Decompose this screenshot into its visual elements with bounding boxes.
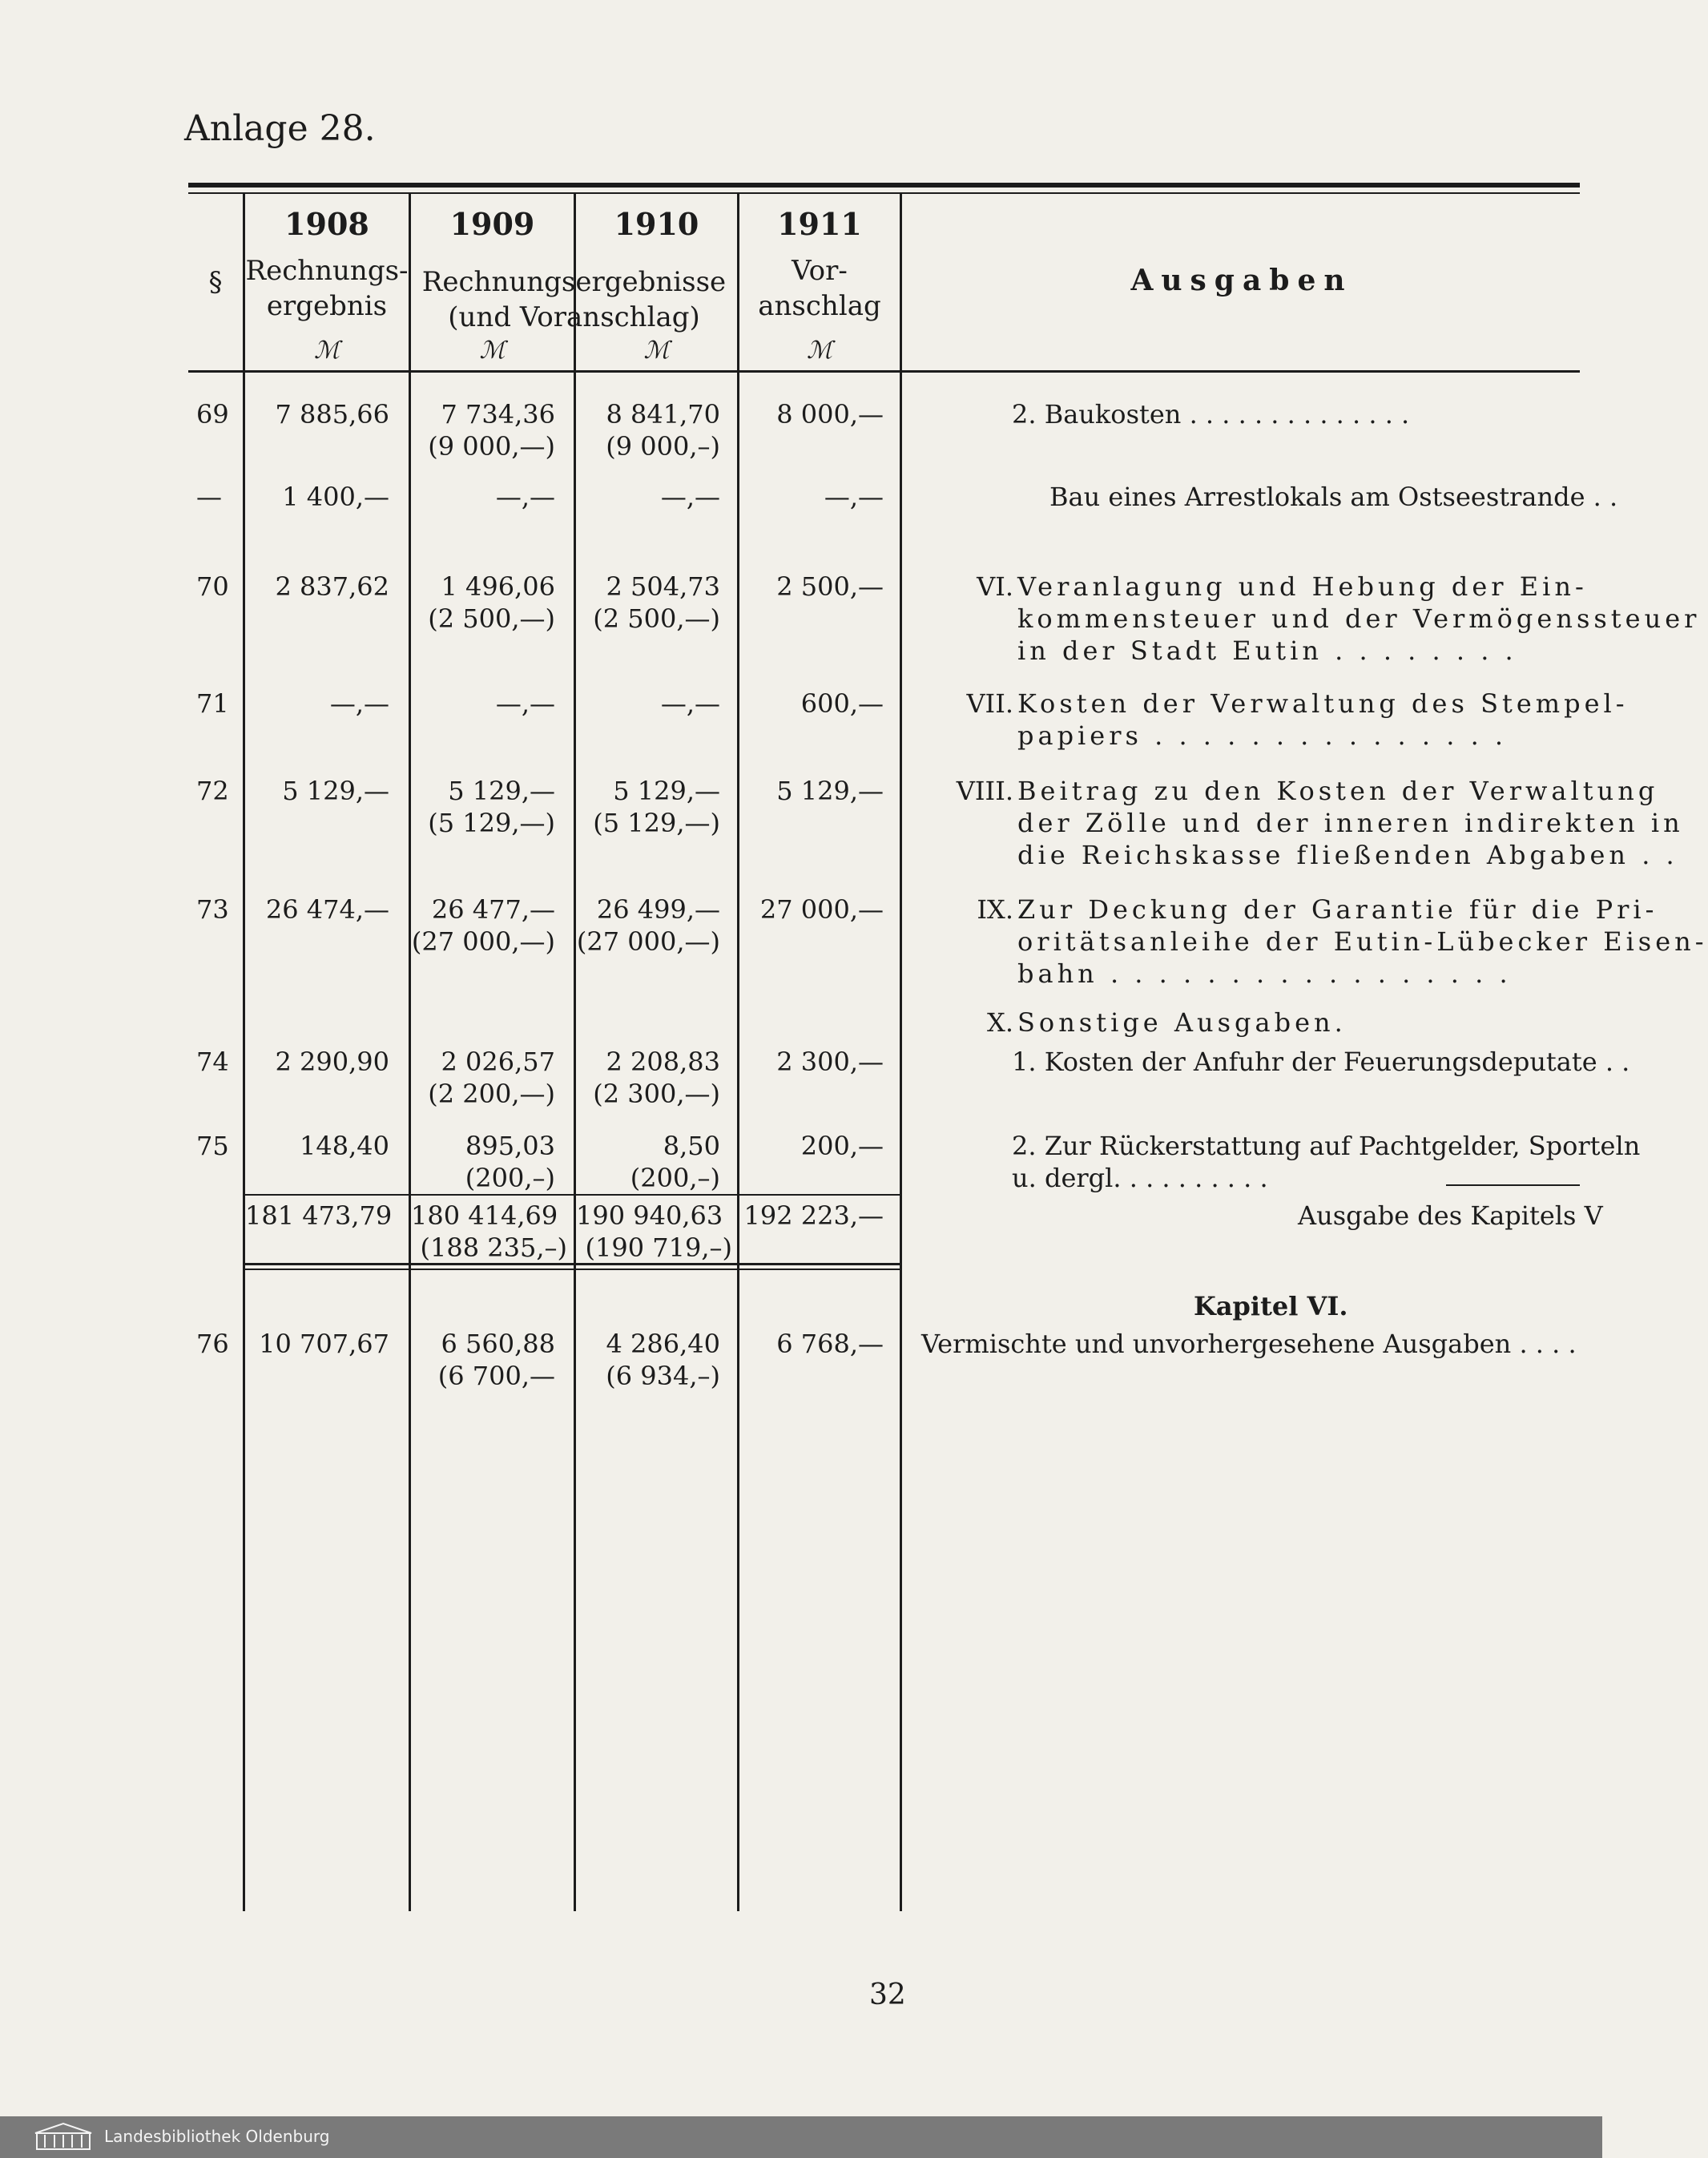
row-76-1909: 6 560,88 [441,1329,555,1359]
top-rule-thin [188,192,1580,194]
header-1911-line2: anschlag [758,290,881,322]
row-70-par: 70 [196,571,229,602]
row-71-desc-l1: Kosten der Verwaltung des Stempel- [1017,688,1629,719]
row-74-1910: 2 208,83 [606,1047,720,1077]
row-75-par: 75 [196,1131,229,1161]
row-71-1908: —,— [329,688,389,719]
row-74-1908: 2 290,90 [275,1047,389,1077]
header-1911 [739,207,900,324]
row-arrest-1908: 1 400,— [282,482,389,512]
total-1911: 192 223,— [743,1200,884,1231]
header-1911-line1: Vor- [792,255,848,287]
row-arrest-desc: Bau eines Arrestlokals am Ostseestrande . . [1049,482,1618,512]
header-1909-1910-label [411,264,737,335]
row-73-1910: 26 499,— [596,894,720,925]
total-rule [245,1263,900,1265]
row-73-desc-l1: Zur Deckung der Garantie für die Pri- [1017,894,1658,925]
row-69-1910: 8 841,70 [606,399,720,430]
row-73-roman: IX. [977,894,1013,925]
section-x-roman: X. [987,1007,1013,1038]
year-1909: 1909 [449,206,535,242]
total-rule-thin [245,1269,900,1270]
row-75-desc-l2: u. dergl. . . . . . . . . . [1012,1163,1268,1193]
row-72-desc-l3: die Reichskasse fließenden Abgaben . . [1017,840,1678,870]
row-73-1908: 26 474,— [265,894,389,925]
header-1909 [411,207,574,242]
row-76-1911: 6 768,— [776,1329,884,1359]
row-73-desc-l3: bahn . . . . . . . . . . . . . . . . . [1017,958,1512,989]
header-0910-line2: (und Voranschlag) [448,301,700,333]
row-73-par: 73 [196,894,229,925]
row-arrest-1910: —,— [660,482,720,512]
row-74-1910-estimate: (2 300,—) [593,1079,720,1109]
column-line [900,192,902,1911]
header-0910-line1: Rechnungsergebnisse [421,266,727,298]
sum-rule [739,1194,900,1196]
row-70-desc-l2: kommensteuer und der Vermögenssteuer [1017,603,1701,634]
row-76-par: 76 [196,1329,229,1359]
section-x-title: Sonstige Ausgaben. [1017,1007,1347,1038]
row-76-desc: Vermischte und unvorhergesehene Ausgaben . . . . [921,1329,1577,1359]
row-71-roman: VII. [966,688,1013,719]
row-72-1908: 5 129,— [282,776,389,806]
row-75-1909: 895,03 [465,1131,555,1161]
row-72-roman: VIII. [956,776,1013,806]
header-paragraph: § [208,266,223,298]
header-1908-line1: Rechnungs- [245,255,409,287]
year-1911: 1911 [777,206,862,242]
row-73-1909-estimate: (27 000,—) [411,926,555,957]
row-73-1910-estimate: (27 000,—) [576,926,720,957]
sum-rule [245,1194,409,1196]
row-70-roman: VI. [977,571,1013,602]
row-70-desc-l1: Veranlagung und Hebung der Ein- [1017,571,1588,602]
total-1909: 180 414,69 [411,1200,558,1231]
row-76-1910: 4 286,40 [606,1329,720,1359]
row-72-desc-l2: der Zölle und der inneren indirekten in [1017,808,1684,838]
row-75-1909-estimate: (200,–) [465,1163,555,1193]
header-rule [188,370,1580,373]
row-76-1908: 10 707,67 [259,1329,389,1359]
row-75-desc-l1: 2. Zur Rückerstattung auf Pachtgelder, Sporteln [1012,1131,1641,1161]
row-69-par: 69 [196,399,229,430]
total-1910-estimate: (190 719,–) [585,1232,732,1263]
header-1908 [245,207,409,324]
header-ausgaben: Ausgaben [1130,264,1353,297]
unit-mark: ℳ [313,337,340,365]
row-74-1909: 2 026,57 [441,1047,555,1077]
row-arrest-1909: —,— [495,482,555,512]
year-1908: 1908 [284,206,369,242]
row-70-1909-estimate: (2 500,—) [428,603,555,634]
total-1909-estimate: (188 235,–) [420,1232,567,1263]
row-71-desc-l2: papiers . . . . . . . . . . . . . . . [1017,720,1508,751]
total-desc: Ausgabe des Kapitels V [1298,1200,1603,1231]
row-69-1911: 8 000,— [776,399,884,430]
row-70-desc-l3: in der Stadt Eutin . . . . . . . . [1017,635,1517,666]
sum-rule [411,1194,574,1196]
row-69-1909-estimate: (9 000,—) [428,431,555,462]
row-71-1910: —,— [660,688,720,719]
row-74-par: 74 [196,1047,229,1077]
row-72-1911: 5 129,— [776,776,884,806]
row-72-desc-l1: Beitrag zu den Kosten der Verwaltung [1017,776,1659,806]
row-70-1911: 2 500,— [776,571,884,602]
unit-mark: ℳ [806,337,833,365]
row-74-desc: 1. Kosten der Anfuhr der Feuerungsdeputate . . [1012,1047,1630,1077]
page-number: 32 [869,1979,906,2011]
header-1908-line2: ergebnis [266,290,388,322]
row-71-1911: 600,— [800,688,884,719]
chapter-vi-heading: Kapitel VI. [1194,1291,1348,1321]
row-75-1911: 200,— [800,1131,884,1161]
row-70-1908: 2 837,62 [275,571,389,602]
row-69-desc: 2. Baukosten . . . . . . . . . . . . . . [1012,399,1410,430]
row-69-1908: 7 885,66 [275,399,389,430]
row-71-1909: —,— [495,688,555,719]
unit-mark: ℳ [643,337,670,365]
header-1910 [576,207,737,242]
row-73-1911: 27 000,— [759,894,884,925]
unit-mark: ℳ [479,337,506,365]
library-building-icon [32,2122,95,2152]
top-rule [188,183,1580,188]
row-71-par: 71 [196,688,229,719]
row-72-par: 72 [196,776,229,806]
year-1910: 1910 [614,206,699,242]
row-70-1910: 2 504,73 [606,571,720,602]
row-75-1908: 148,40 [300,1131,389,1161]
row-73-1909: 26 477,— [431,894,555,925]
row-70-1909: 1 496,06 [441,571,555,602]
row-69-1910-estimate: (9 000,–) [606,431,720,462]
row-76-1909-estimate: (6 700,— [437,1361,555,1391]
row-75-1910-estimate: (200,–) [630,1163,720,1193]
footer-label: Landesbibliothek Oldenburg [104,2127,330,2146]
row-arrest-par: — [196,482,222,512]
row-72-1909-estimate: (5 129,—) [428,808,555,838]
page-heading: Anlage 28. [184,108,376,149]
sum-rule [576,1194,737,1196]
row-72-1909: 5 129,— [448,776,555,806]
total-1910: 190 940,63 [576,1200,723,1231]
row-arrest-1911: —,— [824,482,884,512]
row-69-1909: 7 734,36 [441,399,555,430]
row-74-1909-estimate: (2 200,—) [428,1079,555,1109]
row-74-1911: 2 300,— [776,1047,884,1077]
sum-rule [1446,1184,1580,1186]
row-72-1910-estimate: (5 129,—) [593,808,720,838]
row-76-1910-estimate: (6 934,–) [606,1361,720,1391]
row-70-1910-estimate: (2 500,—) [593,603,720,634]
total-1908: 181 473,79 [245,1200,393,1231]
row-72-1910: 5 129,— [613,776,720,806]
row-75-1910: 8,50 [663,1131,720,1161]
row-73-desc-l2: oritätsanleihe der Eutin-Lübecker Eisen- [1017,926,1708,957]
